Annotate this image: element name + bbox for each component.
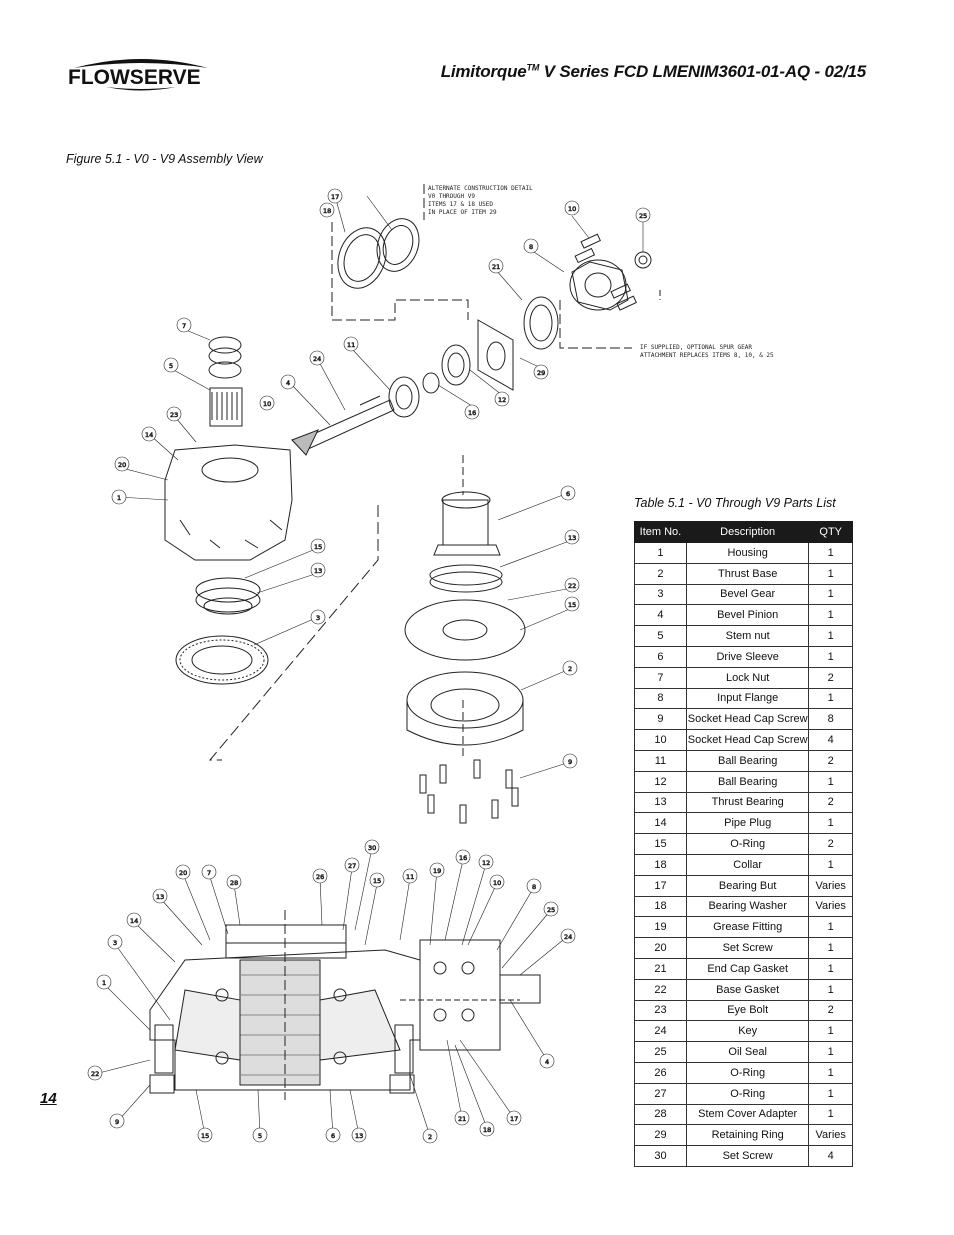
svg-text:17: 17	[331, 193, 340, 201]
qty-cell: 2	[809, 792, 853, 813]
table-row	[635, 626, 853, 647]
spur-gear-note	[640, 344, 774, 359]
callout-7	[177, 318, 191, 332]
item-no-cell: 18	[635, 896, 687, 917]
callout-8	[524, 239, 538, 253]
svg-text:22: 22	[568, 582, 577, 590]
table-row	[635, 792, 853, 813]
callout-14	[142, 427, 156, 441]
table-row	[635, 750, 853, 771]
item-no-cell: 23	[635, 1000, 687, 1021]
item-no-cell: 12	[635, 771, 687, 792]
svg-text:27: 27	[348, 862, 357, 870]
callout-1	[112, 490, 126, 504]
svg-text:8: 8	[532, 883, 537, 891]
callout-16	[465, 405, 479, 419]
table-row	[635, 563, 853, 584]
table-row	[635, 979, 853, 1000]
description-cell: O-Ring	[686, 1062, 809, 1083]
svg-text:7: 7	[207, 869, 212, 877]
header-qty: QTY	[809, 522, 853, 543]
item-no-cell: 20	[635, 938, 687, 959]
svg-text:2: 2	[568, 665, 573, 673]
item-no-cell: 28	[635, 1104, 687, 1125]
callout-s4	[540, 1054, 554, 1068]
svg-text:13: 13	[355, 1132, 364, 1140]
brand-wordmark: FLOWSERVE	[68, 66, 201, 89]
description-cell: Thrust Base	[686, 563, 809, 584]
qty-cell: 1	[809, 771, 853, 792]
item-no-cell: 14	[635, 813, 687, 834]
qty-cell: 1	[809, 1083, 853, 1104]
callout-s13	[153, 889, 167, 903]
item-no-cell: 17	[635, 875, 687, 896]
item-no-cell: 3	[635, 584, 687, 605]
svg-text:23: 23	[170, 411, 179, 419]
table-row	[635, 854, 853, 875]
svg-text:9: 9	[568, 758, 573, 766]
svg-text:3: 3	[316, 614, 321, 622]
callout-s7	[202, 865, 216, 879]
description-cell: Bearing But	[686, 875, 809, 896]
callout-10	[565, 201, 579, 215]
item-no-cell: 4	[635, 605, 687, 626]
table-row	[635, 667, 853, 688]
table-caption: Table 5.1 - V0 Through V9 Parts List	[634, 496, 836, 510]
qty-cell: 2	[809, 1000, 853, 1021]
svg-text:4: 4	[545, 1058, 550, 1066]
svg-text:6: 6	[331, 1132, 336, 1140]
svg-text:5: 5	[169, 362, 174, 370]
qty-cell: 1	[809, 543, 853, 564]
callout-s19	[430, 863, 444, 877]
svg-text:29: 29	[537, 369, 546, 377]
description-cell: Stem nut	[686, 626, 809, 647]
svg-text:20: 20	[118, 461, 127, 469]
item-no-cell: 24	[635, 1021, 687, 1042]
table-row	[635, 688, 853, 709]
callout-s3	[108, 935, 122, 949]
svg-text:V0 THROUGH V9: V0 THROUGH V9	[428, 193, 475, 200]
table-row	[635, 1042, 853, 1063]
callout-11	[344, 337, 358, 351]
description-cell: O-Ring	[686, 834, 809, 855]
item-no-cell: 21	[635, 958, 687, 979]
table-row	[635, 605, 853, 626]
callout-6	[561, 486, 575, 500]
qty-cell: Varies	[809, 1125, 853, 1146]
table-row	[635, 1104, 853, 1125]
collar-part	[423, 373, 439, 393]
callout-s12	[479, 855, 493, 869]
drive-sleeve-part	[430, 492, 502, 592]
item-no-cell: 6	[635, 646, 687, 667]
description-cell: Collar	[686, 854, 809, 875]
qty-cell: 2	[809, 667, 853, 688]
callout-s20	[176, 865, 190, 879]
table-row	[635, 1125, 853, 1146]
svg-text:26: 26	[316, 873, 325, 881]
svg-text:19: 19	[433, 867, 442, 875]
thrust-base-part	[407, 672, 523, 745]
item-no-cell: 30	[635, 1146, 687, 1167]
table-row	[635, 1083, 853, 1104]
page-number: 14	[40, 1090, 57, 1107]
callout-s15b	[198, 1128, 212, 1142]
callout-s9	[110, 1114, 124, 1128]
svg-text:21: 21	[492, 263, 501, 271]
callout-s25	[544, 902, 558, 916]
item-no-cell: 8	[635, 688, 687, 709]
callout-29	[534, 365, 548, 379]
description-cell: Bearing Washer	[686, 896, 809, 917]
table-header-row	[635, 522, 853, 543]
svg-text:1: 1	[102, 979, 107, 987]
callout-2	[563, 661, 577, 675]
item-no-cell: 27	[635, 1083, 687, 1104]
svg-text:24: 24	[313, 355, 322, 363]
table-row	[635, 813, 853, 834]
qty-cell: 1	[809, 688, 853, 709]
description-cell: Bevel Gear	[686, 584, 809, 605]
bevel-pinion-part	[292, 396, 394, 455]
table-row	[635, 543, 853, 564]
qty-cell: 1	[809, 605, 853, 626]
qty-cell: 2	[809, 750, 853, 771]
callout-4	[281, 375, 295, 389]
callout-s14	[127, 913, 141, 927]
svg-text:18: 18	[323, 207, 332, 215]
item-no-cell: 11	[635, 750, 687, 771]
qty-cell: 2	[809, 834, 853, 855]
svg-text:20: 20	[179, 869, 188, 877]
exploded-callouts	[112, 189, 650, 768]
svg-text:IN PLACE OF ITEM 29: IN PLACE OF ITEM 29	[428, 209, 497, 216]
header-item-no: Item No.	[635, 522, 687, 543]
description-cell: O-Ring	[686, 1083, 809, 1104]
item-no-cell: 5	[635, 626, 687, 647]
parts-table-body	[635, 543, 853, 1167]
svg-text:13: 13	[156, 893, 165, 901]
callout-9	[563, 754, 577, 768]
table-row	[635, 1146, 853, 1167]
callout-s1	[97, 975, 111, 989]
callout-15b	[311, 539, 325, 553]
svg-text:22: 22	[91, 1070, 100, 1078]
table-row	[635, 771, 853, 792]
callout-5	[164, 358, 178, 372]
callout-s22	[88, 1066, 102, 1080]
svg-text:10: 10	[493, 879, 502, 887]
table-row	[635, 584, 853, 605]
stem-nut-part	[210, 388, 242, 426]
description-cell: Set Screw	[686, 938, 809, 959]
item-no-cell: 19	[635, 917, 687, 938]
description-cell: Base Gasket	[686, 979, 809, 1000]
qty-cell: 8	[809, 709, 853, 730]
svg-text:13: 13	[314, 567, 323, 575]
svg-text:12: 12	[482, 859, 491, 867]
svg-text:14: 14	[145, 431, 154, 439]
table-row	[635, 1021, 853, 1042]
item-no-cell: 9	[635, 709, 687, 730]
callout-22	[565, 578, 579, 592]
svg-text:7: 7	[182, 322, 187, 330]
table-row	[635, 709, 853, 730]
callout-s6	[326, 1128, 340, 1142]
callout-s13b	[352, 1128, 366, 1142]
callout-15	[565, 597, 579, 611]
base-gasket-part	[405, 600, 525, 660]
svg-text:ALTERNATE CONSTRUCTION DETAIL: ALTERNATE CONSTRUCTION DETAIL	[428, 185, 533, 192]
qty-cell: 1	[809, 1104, 853, 1125]
callout-s27	[345, 858, 359, 872]
svg-text:30: 30	[368, 844, 377, 852]
description-cell: Oil Seal	[686, 1042, 809, 1063]
svg-text:14: 14	[130, 917, 139, 925]
svg-text:5: 5	[258, 1132, 263, 1140]
description-cell: Pipe Plug	[686, 813, 809, 834]
cap-screws-10	[575, 234, 636, 310]
document-title: Limitorque™ V Series FCD LMENIM3601-01-AQ - 02/15	[440, 62, 866, 81]
qty-cell: 1	[809, 1021, 853, 1042]
callout-s15	[370, 873, 384, 887]
callout-17	[328, 189, 342, 203]
item-no-cell: 26	[635, 1062, 687, 1083]
svg-text:15: 15	[314, 543, 323, 551]
svg-text:15: 15	[373, 877, 382, 885]
description-cell: Retaining Ring	[686, 1125, 809, 1146]
table-row	[635, 730, 853, 751]
item-no-cell: 25	[635, 1042, 687, 1063]
callout-s21	[455, 1111, 469, 1125]
callout-13	[565, 530, 579, 544]
description-cell: Lock Nut	[686, 667, 809, 688]
qty-cell: 1	[809, 626, 853, 647]
callout-s17	[507, 1111, 521, 1125]
item-no-cell: 29	[635, 1125, 687, 1146]
item-no-cell: 7	[635, 667, 687, 688]
qty-cell: 1	[809, 854, 853, 875]
retaining-ring-part	[478, 320, 513, 390]
svg-text:28: 28	[230, 879, 239, 887]
callout-20	[115, 457, 129, 471]
svg-text:11: 11	[347, 341, 356, 349]
callout-s5	[253, 1128, 267, 1142]
figure-caption: Figure 5.1 - V0 - V9 Assembly View	[66, 152, 263, 166]
callout-3	[311, 610, 325, 624]
svg-text:10: 10	[263, 400, 272, 408]
bevel-gear-part	[176, 636, 268, 684]
table-row	[635, 1062, 853, 1083]
svg-text:2: 2	[428, 1133, 433, 1141]
callout-s2	[423, 1129, 437, 1143]
qty-cell: 1	[809, 584, 853, 605]
svg-text:IF SUPPLIED, OPTIONAL SPUR GEA: IF SUPPLIED, OPTIONAL SPUR GEAR	[640, 344, 752, 351]
callout-13b	[311, 563, 325, 577]
qty-cell: 1	[809, 813, 853, 834]
table-row	[635, 834, 853, 855]
svg-text:ITEMS 17 & 18 USED: ITEMS 17 & 18 USED	[428, 201, 494, 208]
svg-text:18: 18	[483, 1126, 492, 1134]
table-row	[635, 896, 853, 917]
callout-10b	[260, 396, 274, 410]
qty-cell: 1	[809, 1062, 853, 1083]
housing-part	[165, 445, 292, 560]
callout-12	[495, 392, 509, 406]
callout-s11	[403, 869, 417, 883]
section-callouts	[88, 840, 575, 1143]
qty-cell: 4	[809, 1146, 853, 1167]
description-cell: Grease Fitting	[686, 917, 809, 938]
description-cell: Bevel Pinion	[686, 605, 809, 626]
description-cell: Ball Bearing	[686, 750, 809, 771]
callout-18	[320, 203, 334, 217]
qty-cell: 1	[809, 563, 853, 584]
description-cell: Housing	[686, 543, 809, 564]
description-cell: Socket Head Cap Screw	[686, 730, 809, 751]
callout-s18	[480, 1122, 494, 1136]
callout-s10	[490, 875, 504, 889]
description-cell: Drive Sleeve	[686, 646, 809, 667]
item-no-cell: 18	[635, 854, 687, 875]
svg-text:15: 15	[201, 1132, 210, 1140]
end-cap-gasket-part	[524, 297, 558, 349]
callout-21	[489, 259, 503, 273]
svg-text:21: 21	[458, 1115, 467, 1123]
ball-bearing-12-part	[442, 345, 470, 385]
svg-text:ATTACHMENT REPLACES ITEMS 8, 1: ATTACHMENT REPLACES ITEMS 8, 10, & 25	[640, 352, 774, 359]
qty-cell: 1	[809, 938, 853, 959]
table-row	[635, 938, 853, 959]
description-cell: Input Flange	[686, 688, 809, 709]
callout-s8	[527, 879, 541, 893]
alternate-detail-note	[428, 185, 533, 216]
table-row	[635, 917, 853, 938]
header-description: Description	[686, 522, 809, 543]
svg-text:24: 24	[564, 933, 573, 941]
item-no-cell: 13	[635, 792, 687, 813]
svg-text:16: 16	[459, 854, 468, 862]
description-cell: Thrust Bearing	[686, 792, 809, 813]
svg-text:10: 10	[568, 205, 577, 213]
callout-23	[167, 407, 181, 421]
svg-text:11: 11	[406, 873, 415, 881]
cap-screws-9	[420, 760, 518, 823]
svg-text:3: 3	[113, 939, 118, 947]
table-row	[635, 646, 853, 667]
oil-seal-part	[635, 252, 651, 268]
svg-text:17: 17	[510, 1115, 519, 1123]
svg-text:15: 15	[568, 601, 577, 609]
svg-text:6: 6	[566, 490, 571, 498]
description-cell: End Cap Gasket	[686, 958, 809, 979]
table-row	[635, 875, 853, 896]
callout-25	[636, 208, 650, 222]
callout-s24	[561, 929, 575, 943]
svg-text:25: 25	[639, 212, 648, 220]
description-cell: Set Screw	[686, 1146, 809, 1167]
svg-text:16: 16	[468, 409, 477, 417]
callout-s26	[313, 869, 327, 883]
callout-s28	[227, 875, 241, 889]
qty-cell: 4	[809, 730, 853, 751]
svg-text:25: 25	[547, 906, 556, 914]
table-row	[635, 958, 853, 979]
callout-24	[310, 351, 324, 365]
item-no-cell: 15	[635, 834, 687, 855]
item-no-cell: 10	[635, 730, 687, 751]
description-cell: Key	[686, 1021, 809, 1042]
svg-text:9: 9	[115, 1118, 120, 1126]
qty-cell: 1	[809, 958, 853, 979]
svg-text:12: 12	[498, 396, 507, 404]
qty-cell: 1	[809, 1042, 853, 1063]
qty-cell: 1	[809, 646, 853, 667]
qty-cell: Varies	[809, 896, 853, 917]
svg-text:13: 13	[568, 534, 577, 542]
item-no-cell: 1	[635, 543, 687, 564]
table-row	[635, 1000, 853, 1021]
qty-cell: 1	[809, 979, 853, 1000]
qty-cell: 1	[809, 917, 853, 938]
description-cell: Stem Cover Adapter	[686, 1104, 809, 1125]
svg-text:1: 1	[117, 494, 122, 502]
description-cell: Ball Bearing	[686, 771, 809, 792]
svg-text:8: 8	[529, 243, 534, 251]
callout-s16	[456, 850, 470, 864]
qty-cell: Varies	[809, 875, 853, 896]
description-cell: Eye Bolt	[686, 1000, 809, 1021]
item-no-cell: 2	[635, 563, 687, 584]
description-cell: Socket Head Cap Screw	[686, 709, 809, 730]
item-no-cell: 22	[635, 979, 687, 1000]
parts-list-table	[634, 521, 853, 1167]
callout-s30	[365, 840, 379, 854]
lock-nut-part	[209, 337, 241, 378]
ball-bearing-11-part	[389, 377, 419, 417]
svg-text:4: 4	[286, 379, 291, 387]
